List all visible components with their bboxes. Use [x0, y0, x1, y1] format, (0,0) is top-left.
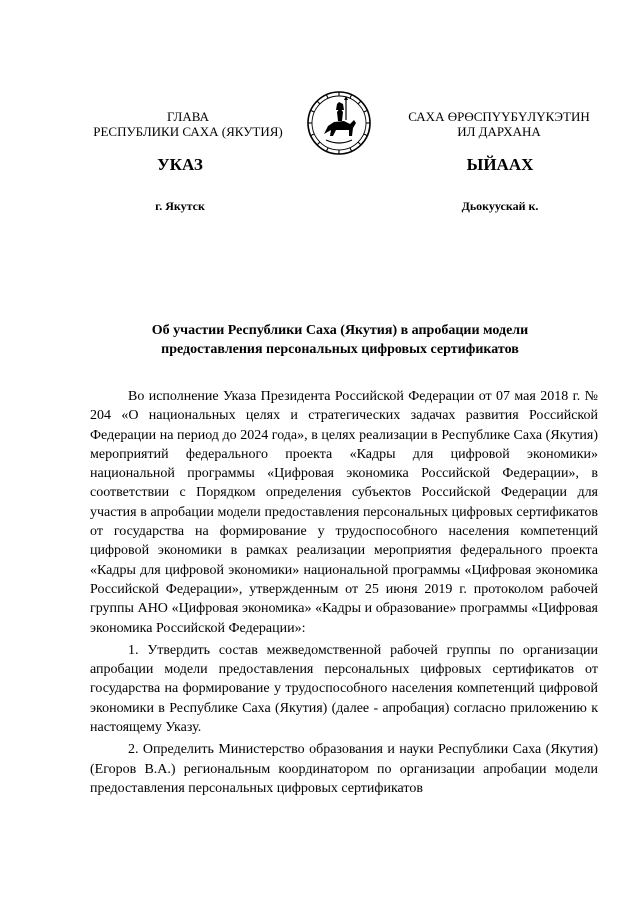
- clause-2-paragraph: 2. Определить Министерство образования и науки Республики Саха (Якутия) (Егоров В.А.) региональным координатором по организации апробации модели предоставления персональных цифровых сертификатов: [90, 742, 598, 796]
- issuer-line-1-ru: ГЛАВА: [167, 109, 209, 124]
- title-line-1: Об участии Республики Саха (Якутия) в апробации модели: [151, 323, 529, 338]
- doc-type-sakha: ЫЙААХ: [466, 155, 534, 174]
- doc-type-ru: УКАЗ: [157, 155, 203, 174]
- issuer-line-2-sakha: ИЛ ДАРХАНА: [457, 124, 541, 139]
- city-sakha: Дьокуускай к.: [461, 199, 539, 213]
- coat-of-arms-emblem-icon: [306, 90, 372, 156]
- document-body: [90, 387, 598, 798]
- issuer-header-sakha: [384, 109, 614, 139]
- preamble-paragraph: Во исполнение Указа Президента Российской Федерации от 07 мая 2018 г. № 204 «О национальных целях и стратегических задачах развития Российской Федерации на период до 2024 года», в целях реализации в Республике Саха (Якутия) мероприятий федерального проекта «Кадры для цифровой экономики» национальной программы «Цифровая экономика Российской Федерации», в соответствии с Порядком определения субъектов Российской Федерации для участия в апробации модели предоставления персональных цифровых сертификатов от государства на формирование у трудоспособного населения компетенций цифровой экономики в рамках реализации мероприятия федерального проекта «Кадры для цифровой экономики» национальной программы «Цифровая экономика Российской Федерации», утвержденным от 25 июня 2019 г. протоколом рабочей группы АНО «Цифровая экономика» «Кадры и образование» программы «Цифровая экономика Российской Федерации»:: [90, 389, 598, 636]
- issuer-line-2-ru: РЕСПУБЛИКИ САХА (ЯКУТИЯ): [93, 124, 283, 139]
- issuer-line-1-sakha: САХА ӨРӨСПҮҮБҮЛҮКЭТИН: [408, 109, 590, 124]
- title-line-2: предоставления персональных цифровых сертификатов: [161, 342, 519, 357]
- clause-1-paragraph: 1. Утвердить состав межведомственной рабочей группы по организации апробации модели предоставления персональных цифровых сертификатов от государства на формирование у трудоспособного населения компетенций цифровой экономики в Республике Саха (Якутия) (далее - апробация) согласно приложению к настоящему Указу.: [90, 642, 598, 736]
- document-title: [90, 321, 590, 359]
- issuer-header-ru: [76, 109, 300, 139]
- city-ru: г. Якутск: [155, 199, 205, 213]
